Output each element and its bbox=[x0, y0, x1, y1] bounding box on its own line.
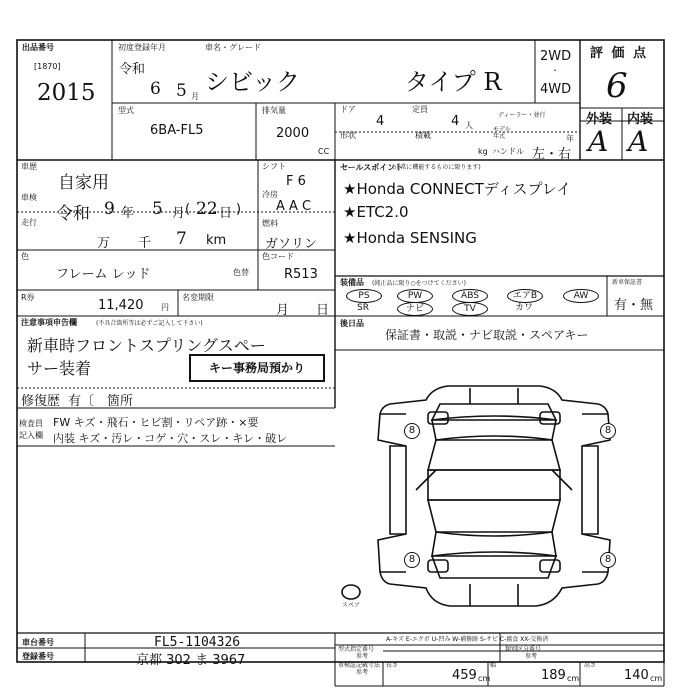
color-value: フレーム レッド bbox=[56, 267, 151, 282]
capacity-label: 定員 bbox=[412, 105, 428, 114]
drive-2wd: 2WD bbox=[540, 49, 572, 64]
grade-label: 評 価 点 bbox=[590, 46, 649, 61]
sales-sub: (正常に機能するものに限ります) bbox=[392, 164, 481, 171]
equip-pw: PW bbox=[397, 289, 433, 303]
equip-sr: SR bbox=[357, 303, 369, 313]
model-label: 型式 bbox=[118, 106, 134, 115]
height-value: 140 bbox=[624, 668, 649, 683]
interior-value: A bbox=[628, 125, 649, 158]
notes-line-2: サー装着 bbox=[27, 359, 92, 378]
car-grade: タイプ R bbox=[405, 68, 502, 96]
fuel-value: ガソリン bbox=[265, 237, 318, 252]
plate-value: 京都 302 ま 3967 bbox=[136, 653, 246, 668]
color-change-label: 色替 bbox=[233, 268, 249, 277]
shape-label: 形状 bbox=[340, 131, 356, 140]
equip-ps: PS bbox=[346, 289, 382, 303]
repair-tail: 箇所 bbox=[107, 394, 134, 409]
inspection-label: 車検 bbox=[21, 193, 37, 202]
notes-line-1: 新車時フロントスプリングスペー bbox=[27, 336, 266, 355]
inspection-weekday: 日 bbox=[219, 206, 233, 221]
shift-value: F 6 bbox=[286, 174, 306, 189]
registration-year: 6 bbox=[150, 79, 161, 99]
inspection-paren-open: ( bbox=[185, 202, 191, 217]
inspection-month: 5 bbox=[152, 199, 163, 219]
mileage-man-unit: 万 bbox=[97, 236, 111, 251]
lot-code: [1870] bbox=[34, 62, 61, 71]
mileage-unit: km bbox=[206, 233, 227, 248]
sales-point-2: ★ETC2.0 bbox=[343, 203, 409, 221]
notes-sub: (不具合箇所等は必ずご記入して下さい) bbox=[96, 320, 203, 327]
inspection-paren-close: ) bbox=[236, 202, 242, 217]
length-unit: cm bbox=[478, 674, 491, 683]
inspection-day: 22 bbox=[196, 199, 218, 219]
sales-label: セールスポイント bbox=[340, 163, 404, 172]
inspection-era: 令和 bbox=[56, 204, 90, 224]
recycle-value: 11,420 bbox=[98, 298, 144, 313]
lot-number: 2015 bbox=[37, 80, 96, 106]
tire-mark-rear-right: 8 bbox=[600, 552, 616, 568]
warranty-value: 有・無 bbox=[614, 298, 654, 313]
grade-value: 6 bbox=[606, 66, 628, 106]
warranty-label: 新車保証書 bbox=[612, 279, 643, 286]
length-label: 長さ bbox=[386, 662, 399, 669]
category-sub: 参考 bbox=[525, 653, 538, 660]
capacity-value: 4 bbox=[451, 114, 460, 129]
name-change-label: 名変期限 bbox=[182, 293, 214, 302]
model-year-unit: 年 bbox=[566, 134, 574, 143]
dims-label: 車検証記載寸法 bbox=[338, 662, 381, 669]
inspection-year: 9 bbox=[104, 199, 115, 219]
key-box-text: キー事務局預かり bbox=[208, 361, 305, 375]
equipment-sub: (純正品に限り○をつけてください) bbox=[372, 280, 466, 287]
repair-label: 修復歴 bbox=[21, 394, 61, 409]
displacement-unit: CC bbox=[318, 147, 330, 156]
registration-era: 令和 bbox=[119, 62, 146, 77]
name-change-day: 日 bbox=[316, 303, 330, 318]
sales-point-3: ★Honda SENSING bbox=[343, 229, 477, 247]
color-code-label: 色コード bbox=[262, 252, 294, 261]
equip-tv: TV bbox=[452, 302, 488, 316]
height-label: 高さ bbox=[584, 662, 597, 669]
width-label: 幅 bbox=[490, 662, 497, 669]
recycle-label: R券 bbox=[21, 293, 35, 302]
capacity-unit: 人 bbox=[465, 121, 473, 130]
exterior-value: A bbox=[588, 125, 609, 158]
repair-value: 有〔 bbox=[68, 394, 95, 409]
color-code-value: R513 bbox=[284, 267, 318, 282]
equip-airbag: エアB bbox=[507, 289, 543, 303]
inspector-label-1: 検査員 bbox=[19, 419, 43, 428]
inspector-row-1: FW キズ・飛石・ヒビ割・リペア跡・×要 bbox=[53, 416, 259, 429]
model-value: 6BA-FL5 bbox=[150, 123, 204, 138]
usage-label: 車歴 bbox=[21, 162, 37, 171]
displacement-label: 排気量 bbox=[262, 106, 286, 115]
interior-label: 内装 bbox=[627, 112, 654, 127]
equip-navi: ナビ bbox=[397, 302, 433, 316]
month-unit: 月 bbox=[191, 92, 199, 101]
fuel-label: 燃料 bbox=[262, 219, 278, 228]
usage-value: 自家用 bbox=[58, 173, 109, 193]
notes-label: 注意事項申告欄 bbox=[21, 318, 77, 327]
doors-label: ドア bbox=[340, 105, 356, 114]
designation-label: 型式指定番号 bbox=[338, 646, 375, 653]
postscript-label: 後日品 bbox=[340, 319, 364, 328]
sales-point-1: ★Honda CONNECTディスプレイ bbox=[343, 180, 572, 198]
name-grade-label: 車名・グレード bbox=[205, 43, 261, 52]
doors-value: 4 bbox=[376, 114, 385, 129]
car-name: シビック bbox=[205, 68, 301, 96]
dims-sub: 参考 bbox=[356, 669, 369, 676]
dealer-label: ディーラー・並行 bbox=[498, 112, 546, 119]
color-label: 色 bbox=[21, 252, 29, 261]
handle-value: 左・右 bbox=[532, 147, 572, 162]
load-unit: kg bbox=[478, 147, 488, 156]
tire-mark-front-right: 8 bbox=[600, 423, 616, 439]
spare-label: スペア bbox=[342, 602, 361, 609]
exterior-label: 外装 bbox=[586, 112, 613, 127]
lot-label: 出品番号 bbox=[22, 43, 54, 52]
handle-label: ハンドル bbox=[492, 147, 524, 156]
width-unit: cm bbox=[567, 674, 580, 683]
chassis-label: 車台番号 bbox=[22, 638, 54, 647]
plate-label: 登録番号 bbox=[22, 652, 54, 661]
inspection-year-unit: 年 bbox=[121, 206, 135, 221]
model-year-label: モデル年式 bbox=[493, 126, 511, 140]
length-value: 459 bbox=[452, 668, 477, 683]
equip-abs: ABS bbox=[452, 289, 488, 303]
inspector-label-2: 記入欄 bbox=[19, 431, 43, 440]
postscript-text: 保証書・取説・ナビ取説・スペアキー bbox=[385, 328, 589, 342]
tire-mark-front-left: 8 bbox=[404, 423, 420, 439]
displacement-value: 2000 bbox=[276, 126, 310, 141]
designation-sub: 参考 bbox=[356, 653, 369, 660]
equip-aw: AW bbox=[563, 289, 599, 303]
shift-label: シフト bbox=[262, 162, 286, 171]
category-label: 類別区分番号 bbox=[505, 646, 542, 653]
drive-4wd: 4WD bbox=[540, 82, 572, 97]
ac-value: A A C bbox=[276, 199, 312, 214]
equip-leather: カワ bbox=[514, 303, 533, 313]
damage-legend: A-キズ E-エクボ U-凹み W-補修跡 S-サビ C-腐食 XX-交換済 bbox=[386, 636, 549, 643]
registration-month: 5 bbox=[176, 81, 187, 101]
inspection-month-unit: 月 bbox=[172, 206, 186, 221]
mileage-sen-unit: 千 bbox=[138, 236, 152, 251]
recycle-unit: 円 bbox=[161, 303, 169, 312]
width-value: 189 bbox=[541, 668, 566, 683]
tire-mark-rear-left: 8 bbox=[404, 552, 420, 568]
inspector-row-2: 内装 キズ・汚レ・コゲ・穴・スレ・キレ・破レ bbox=[53, 432, 288, 445]
load-label: 積載 bbox=[415, 131, 431, 140]
mileage-value: 7 bbox=[176, 229, 187, 249]
mileage-label: 走行 bbox=[21, 218, 37, 227]
drive-separator: ・ bbox=[551, 66, 559, 75]
equipment-label: 装備品 bbox=[340, 278, 364, 287]
chassis-value: FL5-1104326 bbox=[154, 635, 241, 650]
first-registration-label: 初度登録年月 bbox=[118, 43, 166, 52]
ac-label: 冷房 bbox=[262, 190, 278, 199]
name-change-month: 月 bbox=[276, 303, 290, 318]
height-unit: cm bbox=[650, 674, 663, 683]
